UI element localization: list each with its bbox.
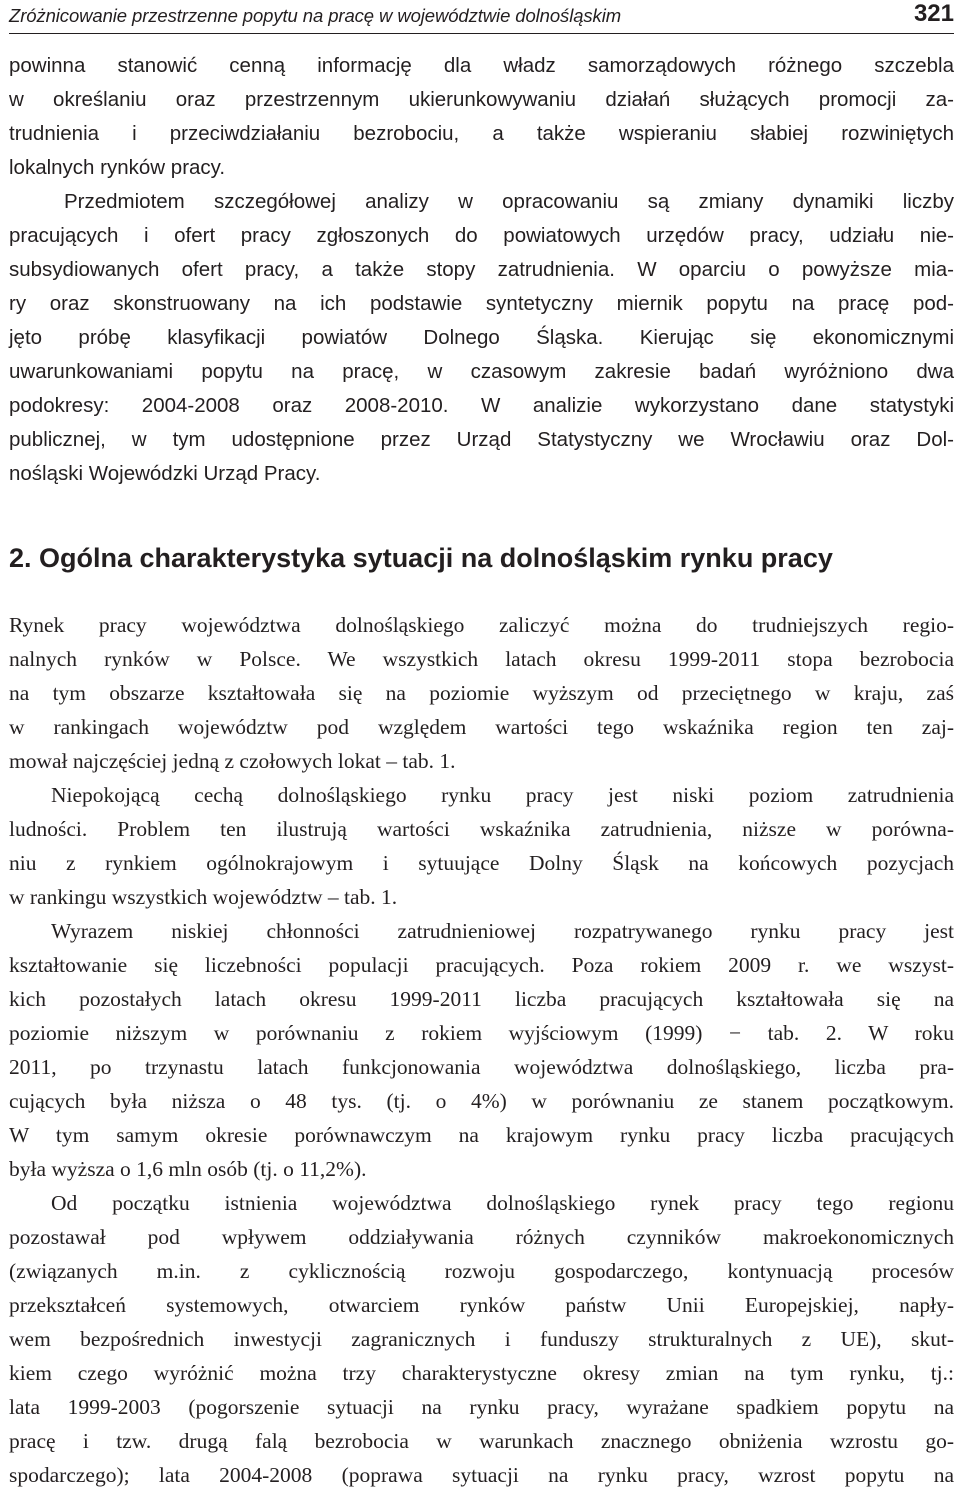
scope-paragraph <box>9 185 954 491</box>
text-line: lata 1999-2003 (pogorszenie sytuacji na rynku pracy, wyrażane spadkiem popytu na <box>9 1395 954 1419</box>
page-number: 321 <box>913 0 954 27</box>
running-header <box>9 0 954 34</box>
text-line: uwarunkowaniami popytu na pracę, w czasowym zakresie badań wyróżniono dwa <box>9 360 954 383</box>
text-line: Wyrazem niskiej chłonności zatrudnieniowej rozpatrywanego rynku pracy jest <box>51 919 954 943</box>
text-line: kształtowanie się liczebności populacji pracujących. Poza rokiem 2009 r. we wszyst- <box>9 953 954 977</box>
text-line: nalnych rynków w Polsce. We wszystkich latach okresu 1999-2011 stopa bezrobocia <box>9 647 954 671</box>
running-title: Zróżnicowanie przestrzenne popytu na pracę w województwie dolnośląskim <box>9 5 622 26</box>
body-paragraph <box>9 778 954 914</box>
body-paragraph <box>9 1186 954 1492</box>
text-line: w rankingach województw pod względem wartości tego wskaźnika region ten zaj- <box>9 715 954 739</box>
text-line: Od początku istnienia województwa dolnośląskiego rynek pracy tego regionu <box>51 1191 954 1215</box>
text-line: wem bezpośrednich inwestycji zagranicznych i funduszy strukturalnych z UE), skut- <box>9 1327 954 1351</box>
body-paragraph <box>9 608 954 778</box>
text-line: trudnienia i przeciwdziałaniu bezrobociu, a także wspieraniu słabiej rozwiniętych <box>9 122 954 145</box>
text-line: na tym obszarze kształtowała się na poziomie wyższym od przeciętnego w kraju, zaś <box>9 681 954 705</box>
text-line: w określaniu oraz przestrzennym ukierunkowywaniu działań służących promocji za- <box>9 88 954 111</box>
text-line: niu z rynkiem ogólnokrajowym i sytuujące Dolny Śląsk na końcowych pozycjach <box>9 851 954 875</box>
body-paragraph <box>9 914 954 1186</box>
text-line: pracę i tzw. drugą falą bezrobocia w warunkach znacznego obniżenia wzrostu go- <box>9 1429 954 1453</box>
text-line: (związanych m.in. z cyklicznością rozwoju gospodarczego, kontynuacją procesów <box>9 1259 954 1283</box>
text-line: ludności. Problem ten ilustrują wartości wskaźnika zatrudnienia, niższe w porówna- <box>9 817 954 841</box>
text-line: subsydiowanych ofert pracy, a także stopy zatrudnienia. W oparciu o powyższe mia- <box>9 258 954 281</box>
text-line: w rankingu wszystkich województw – tab. 1. <box>9 885 398 909</box>
text-line: pozostawał pod wpływem oddziaływania różnych czynników makroekonomicznych <box>9 1225 954 1249</box>
text-line: publicznej, w tym udostępnione przez Urząd Statystyczny we Wrocławiu oraz Dol- <box>9 428 954 451</box>
intro-paragraph <box>9 49 954 185</box>
text-line: powinna stanowić cenną informację dla władz samorządowych różnego szczebla <box>9 54 954 77</box>
text-line: mował najczęściej jedną z czołowych lokat – tab. 1. <box>9 749 456 773</box>
text-line: lokalnych rynków pracy. <box>9 156 226 179</box>
text-line: Rynek pracy województwa dolnośląskiego zaliczyć można do trudniejszych regio- <box>9 613 954 637</box>
section-heading: 2. Ogólna charakterystyka sytuacji na dolnośląskim rynku pracy <box>9 543 833 573</box>
text-line: jęto próbę klasyfikacji powiatów Dolnego Śląska. Kierując się ekonomicznymi <box>9 326 954 349</box>
text-line: ry oraz skonstruowany na ich podstawie syntetyczny miernik popytu na pracę pod- <box>9 292 954 315</box>
text-line: podokresy: 2004-2008 oraz 2008-2010. W analizie wykorzystano dane statystyki <box>9 394 954 417</box>
text-line: przekształceń systemowych, otwarciem rynków państw Unii Europejskiej, napły- <box>9 1293 954 1317</box>
text-line: cujących była niższa o 48 tys. (tj. o 4%) w porównaniu ze stanem początkowym. <box>9 1089 954 1113</box>
text-line: spodarczego); lata 2004-2008 (poprawa sytuacji na rynku pracy, wzrost popytu na <box>9 1463 954 1487</box>
text-line: Przedmiotem szczegółowej analizy w opracowaniu są zmiany dynamiki liczby <box>64 190 954 213</box>
text-line: kich pozostałych latach okresu 1999-2011 liczba pracujących kształtowała się na <box>9 987 954 1011</box>
text-line: 2011, po trzynastu latach funkcjonowania województwa dolnośląskiego, liczba pra- <box>9 1055 954 1079</box>
text-line: była wyższa o 1,6 mln osób (tj. o 11,2%). <box>9 1157 367 1181</box>
text-line: poziomie niższym w porównaniu z rokiem wyjściowym (1999) − tab. 2. W roku <box>9 1021 954 1045</box>
text-line: kiem czego wyróżnić można trzy charakterystyczne okresy zmian na tym rynku, tj.: <box>9 1361 954 1385</box>
text-line: W tym samym okresie porównawczym na krajowym rynku pracy liczba pracujących <box>9 1123 954 1147</box>
text-line: Niepokojącą cechą dolnośląskiego rynku pracy jest niski poziom zatrudnienia <box>51 783 954 807</box>
text-line: pracujących i ofert pracy zgłoszonych do powiatowych urzędów pracy, udziału nie- <box>9 224 954 247</box>
text-line: nośląski Wojewódzki Urząd Pracy. <box>9 462 321 485</box>
document-page <box>9 0 954 1487</box>
